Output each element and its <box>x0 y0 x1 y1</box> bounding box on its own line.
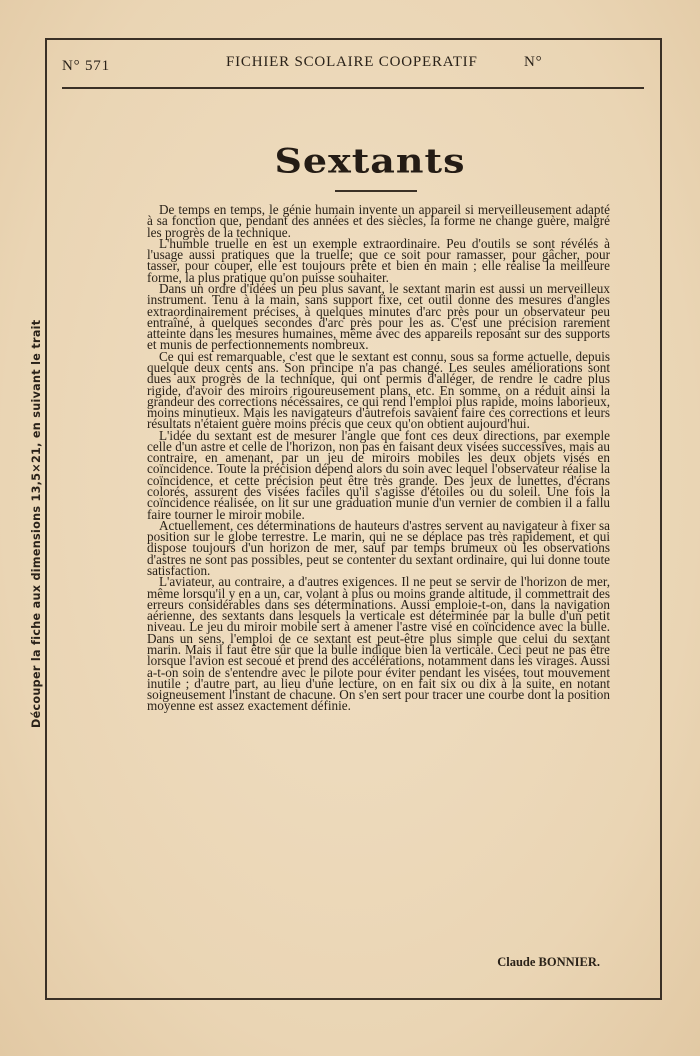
paragraph: Ce qui est remarquable, c'est que le sextant est connu, sous sa forme actuelle, depuis quelque deux cents ans. Son principe n'a pas changé. Les seules améliorations sont dues aux progrès de la technique, qui ont permis d'alléger, de rendre le cadre plus rigide, d'avoir des miroirs rigoureusement plans, etc. En somme, on a réduit ainsi la grandeur des corrections nécessaires, ce qui rend l'emploi plus rapide, moins laborieux, moins minutieux. Mais les navigateurs d'autrefois savaient faire ces corrections et leurs résultats n'étaient guère moins précis que ceux qu'on obtient aujourd'hui. <box>147 348 610 432</box>
page-header <box>62 52 644 80</box>
paragraph: L'aviateur, au contraire, a d'autres exigences. Il ne peut se servir de l'horizon de mer, même lorsqu'il y en a un, car, volant à plus ou moins grande altitude, il commettrait des erreurs considérables dans ses déterminations. Aussi emploie-t-on, dans la navigation aérienne, des sextants dans lesquels la verticale est déterminée par la bulle d'un petit niveau. Le jeu du miroir mobile sert à amener l'astre visé en coïncidence avec la bulle. Dans un sens, l'emploi de ce sextant est peut-être plus simple que celui du sextant marin. Mais il faut être sûr que la bulle indique bien la verticale. Ceci peut ne pas être lorsque l'avion est secoué et prend des accélérations, notamment dans les virages. Aussi a-t-on soin de s'entendre avec le pilote pour éviter pendant les visées, tout mouvement inutile ; d'autre part, au lieu d'une lecture, on en fait six ou dix à la suite, en notant soigneusement l'instant de chacune. On s'en sert pour tracer une courbe dont la position moyenne est assez exactement définie. <box>147 574 610 714</box>
paragraph: Actuellement, ces déterminations de hauteurs d'astres servent au navigateur à fixer sa position sur le globe terrestre. Le marin, qui ne se déplace pas très rapidement, et qui dispose toujours d'un horizon de mer, sauf par temps brumeux où les observations d'astres ne sont pas possibles, peut se contenter du sextant ordinaire, qui lui donne toute satisfaction. <box>147 517 610 578</box>
paragraph: L'idée du sextant est de mesurer l'angle que font ces deux directions, par exemple celle d'un astre et celle de l'horizon, non pas en faisant deux visées successives, mais au contraire, en amenant, par un jeu de miroirs mobiles les deux objets visés en coïncidence. Toute la précision dépend alors du soin avec lequel l'observateur réalise la coïncidence, et cette précision peut être très grande. Des jeux de lunettes, d'écrans colorés, assurent des visées faciles qu'il s'agisse d'étoiles ou du soleil. Une fois la coïncidence réalisée, on lit sur une graduation munie d'un vernier de combien il a fallu faire tourner le miroir mobile. <box>147 427 610 522</box>
paragraph: De temps en temps, le génie humain invente un appareil si merveilleusement adapté à sa fonction que, pendant des années et des siècles, la forme ne change guère, malgré les progrès de la technique. <box>147 202 610 240</box>
card-number: N° 571 <box>62 58 110 74</box>
header-title: FICHIER SCOLAIRE COOPERATIF <box>226 54 478 70</box>
header-number-label: N° <box>524 54 543 70</box>
paragraph: L'humble truelle en est un exemple extraordinaire. Peu d'outils se sont révélés à l'usage aussi pratiques que la truelle; que ce soit pour ramasser, pour gâcher, pour tasser, pour couper, elle est toujours prête et bien en main ; elle réalise la meilleure forme, la plus pratique qu'on puisse souhaiter. <box>147 235 610 285</box>
article-body <box>147 204 610 712</box>
paragraph: Dans un ordre d'idées un peu plus savant, le sextant marin est aussi un merveilleux instrument. Tenu à la main, sans support fixe, cet outil donne des mesures d'angles extraordinairement précises, à quelques minutes d'arc près pour un observateur peu entraîné, à quelques secondes d'arc près pour les as. C'est une précision rarement atteinte dans les mesures humaines, même avec des appareils reposant sur des supports et munis de perfectionnements nombreux. <box>147 280 610 353</box>
header-divider <box>62 87 644 89</box>
cutting-instruction: Découper la fiche aux dimensions 13,5×21, en suivant le trait <box>30 319 43 728</box>
page-title: Sextants <box>274 140 466 181</box>
title-underline <box>335 190 417 192</box>
author-signature: Claude BONNIER. <box>497 955 600 969</box>
